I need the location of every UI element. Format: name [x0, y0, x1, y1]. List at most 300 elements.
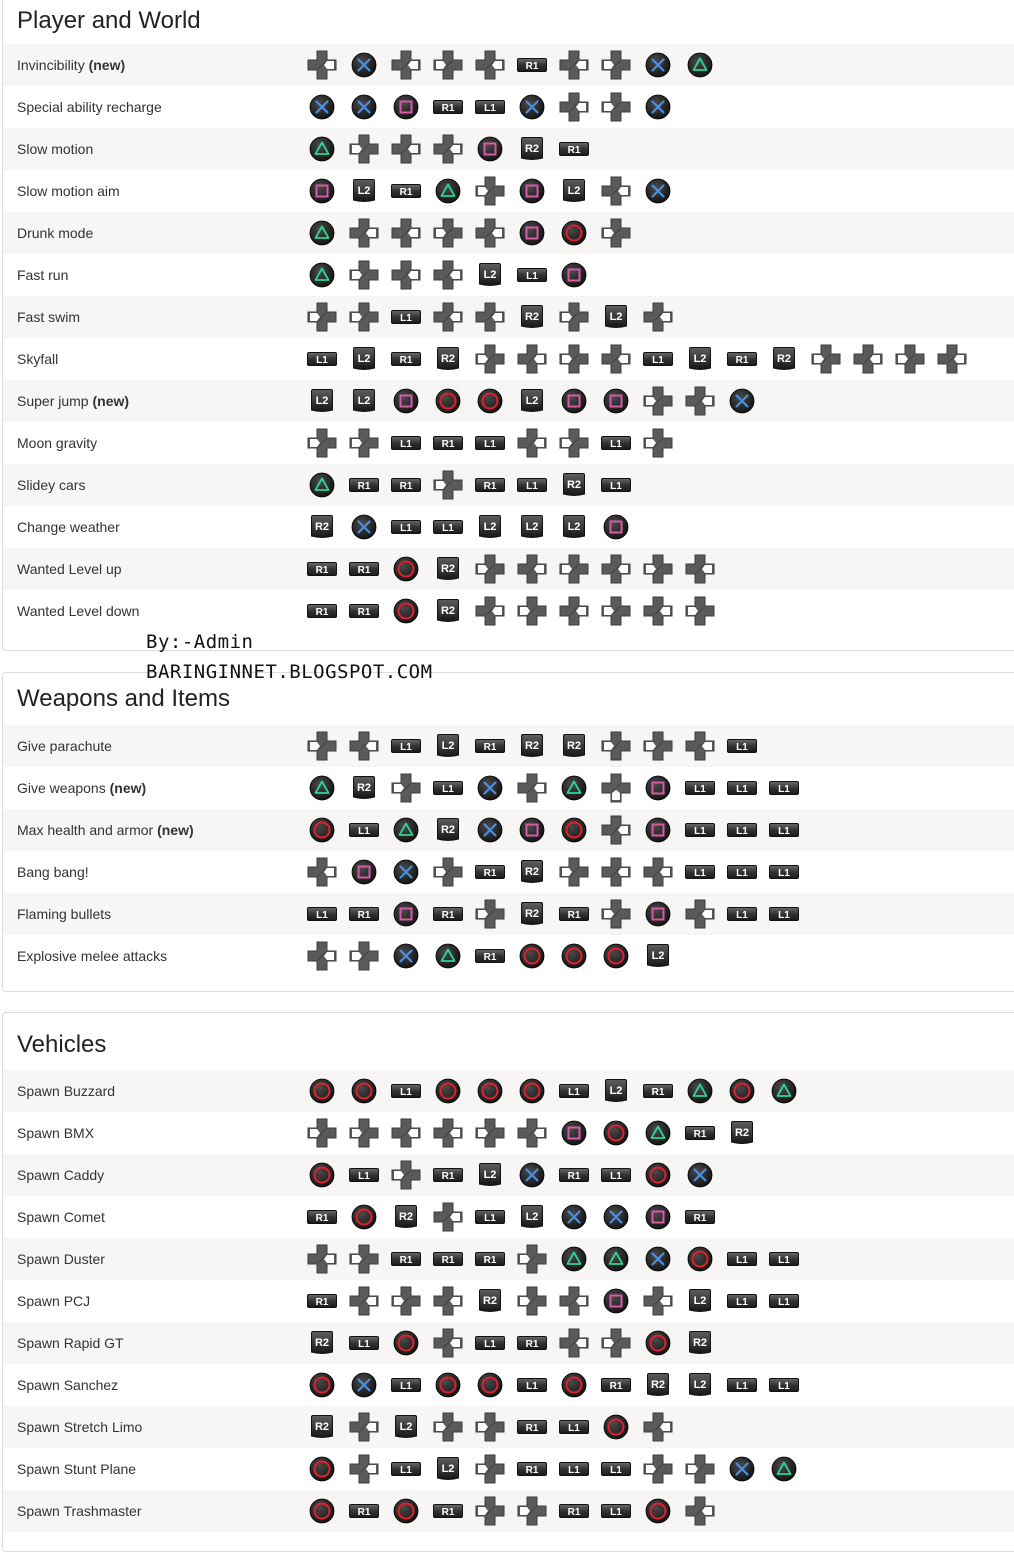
svg-text:L1: L1 — [442, 523, 454, 534]
button-sequence — [301, 725, 763, 767]
svg-text:R1: R1 — [693, 1213, 707, 1224]
r2-button-icon — [385, 1196, 427, 1238]
l1-button-icon — [469, 422, 511, 464]
circle-button-icon — [343, 1070, 385, 1112]
dpad-right-icon — [427, 1322, 469, 1364]
circle-button-icon — [301, 1448, 343, 1490]
svg-text:R1: R1 — [399, 355, 413, 366]
cross-button-icon — [511, 1154, 553, 1196]
dpad-right-icon — [553, 1280, 595, 1322]
circle-button-icon — [679, 1238, 721, 1280]
new-badge: (new) — [109, 780, 147, 796]
svg-text:L1: L1 — [736, 742, 748, 753]
svg-text:L1: L1 — [778, 868, 790, 879]
cheat-row — [3, 338, 1014, 380]
l1-button-icon — [595, 422, 637, 464]
svg-text:L1: L1 — [358, 1339, 370, 1350]
svg-text:L1: L1 — [778, 826, 790, 837]
cheat-name — [17, 590, 139, 632]
dpad-right-icon — [637, 590, 679, 632]
svg-text:R2: R2 — [440, 563, 456, 575]
cheat-name-text: Slow motion — [17, 141, 94, 157]
l1-button-icon — [385, 506, 427, 548]
cheat-row — [3, 1364, 1014, 1406]
cheat-row — [3, 1322, 1014, 1364]
r2-button-icon — [511, 893, 553, 935]
square-button-icon — [553, 1112, 595, 1154]
cheat-name — [17, 851, 89, 893]
circle-button-icon — [385, 548, 427, 590]
cross-button-icon — [343, 86, 385, 128]
r2-button-icon — [427, 809, 469, 851]
dpad-left-icon — [385, 767, 427, 809]
l2-button-icon — [595, 1070, 637, 1112]
dpad-right-icon — [469, 590, 511, 632]
cheat-name — [17, 338, 58, 380]
dpad-right-icon — [847, 338, 889, 380]
circle-button-icon — [301, 809, 343, 851]
cheat-name-text: Spawn BMX — [17, 1125, 95, 1141]
circle-button-icon — [637, 1490, 679, 1532]
svg-text:R2: R2 — [524, 866, 540, 878]
svg-text:L2: L2 — [693, 1379, 707, 1391]
l1-button-icon — [763, 851, 805, 893]
cross-button-icon — [595, 1196, 637, 1238]
l1-button-icon — [301, 338, 343, 380]
circle-button-icon — [553, 1364, 595, 1406]
r1-button-icon — [553, 1154, 595, 1196]
dpad-left-icon — [343, 254, 385, 296]
cheat-name — [17, 1448, 136, 1490]
dpad-left-icon — [889, 338, 931, 380]
button-sequence — [301, 1154, 721, 1196]
r1-button-icon — [679, 1112, 721, 1154]
r2-button-icon — [427, 548, 469, 590]
triangle-button-icon — [301, 464, 343, 506]
button-sequence — [301, 254, 595, 296]
cheat-row — [3, 254, 1014, 296]
svg-text:R1: R1 — [609, 1381, 623, 1392]
svg-text:L2: L2 — [441, 1463, 455, 1475]
cheat-name-text: Wanted Level down — [17, 603, 140, 619]
svg-text:L1: L1 — [400, 313, 412, 324]
cheat-name — [17, 422, 97, 464]
dpad-right-icon — [595, 170, 637, 212]
svg-text:R1: R1 — [567, 1507, 581, 1518]
l1-button-icon — [385, 725, 427, 767]
dpad-right-icon — [385, 44, 427, 86]
svg-text:R1: R1 — [357, 1507, 371, 1518]
cheat-name — [17, 380, 129, 422]
button-sequence — [301, 1196, 721, 1238]
button-sequence — [301, 338, 973, 380]
r1-button-icon — [469, 935, 511, 977]
cheat-name-text: Spawn Stretch Limo — [17, 1419, 143, 1435]
cheat-name-text: Special ability recharge — [17, 99, 162, 115]
dpad-left-icon — [511, 1238, 553, 1280]
dpad-left-icon — [679, 1448, 721, 1490]
triangle-button-icon — [301, 254, 343, 296]
svg-text:R1: R1 — [441, 1171, 455, 1182]
cheat-name — [17, 170, 120, 212]
square-button-icon — [637, 1196, 679, 1238]
dpad-right-icon — [679, 380, 721, 422]
dpad-right-icon — [637, 296, 679, 338]
svg-text:R1: R1 — [315, 1297, 329, 1308]
cross-button-icon — [679, 1154, 721, 1196]
r1-button-icon — [511, 44, 553, 86]
cheat-name-text: Spawn Comet — [17, 1209, 105, 1225]
svg-text:R1: R1 — [525, 61, 539, 72]
svg-text:L1: L1 — [400, 1381, 412, 1392]
l1-button-icon — [511, 1364, 553, 1406]
r1-button-icon — [511, 1406, 553, 1448]
svg-text:L1: L1 — [568, 1423, 580, 1434]
r1-button-icon — [553, 893, 595, 935]
svg-text:L2: L2 — [651, 950, 665, 962]
dpad-left-icon — [469, 1448, 511, 1490]
svg-text:R2: R2 — [398, 1211, 414, 1223]
dpad-right-icon — [343, 1280, 385, 1322]
dpad-right-icon — [931, 338, 973, 380]
cheat-name-text: Moon gravity — [17, 435, 98, 451]
svg-text:L2: L2 — [693, 353, 707, 365]
svg-text:R1: R1 — [483, 742, 497, 753]
svg-text:R2: R2 — [524, 908, 540, 920]
cross-button-icon — [553, 1196, 595, 1238]
triangle-button-icon — [553, 1238, 595, 1280]
square-button-icon — [385, 86, 427, 128]
cheat-name-text: Change weather — [17, 519, 120, 535]
cheat-name — [17, 893, 111, 935]
cheat-row — [3, 1238, 1014, 1280]
button-sequence — [301, 1112, 763, 1154]
button-sequence — [301, 128, 595, 170]
dpad-right-icon — [301, 44, 343, 86]
circle-button-icon — [469, 1364, 511, 1406]
dpad-left-icon — [637, 725, 679, 767]
dpad-left-icon — [301, 1112, 343, 1154]
cheat-name-text: Spawn PCJ — [17, 1293, 91, 1309]
square-button-icon — [637, 809, 679, 851]
circle-button-icon — [427, 380, 469, 422]
l1-button-icon — [469, 86, 511, 128]
r2-button-icon — [469, 1280, 511, 1322]
r1-button-icon — [427, 1238, 469, 1280]
r2-button-icon — [427, 590, 469, 632]
l1-button-icon — [637, 338, 679, 380]
r2-button-icon — [511, 851, 553, 893]
cross-button-icon — [385, 851, 427, 893]
cheat-row — [3, 1196, 1014, 1238]
cross-button-icon — [301, 86, 343, 128]
l1-button-icon — [679, 767, 721, 809]
dpad-right-icon — [343, 1406, 385, 1448]
r1-button-icon — [343, 548, 385, 590]
svg-text:L1: L1 — [568, 1087, 580, 1098]
svg-text:L1: L1 — [736, 826, 748, 837]
l1-button-icon — [721, 1364, 763, 1406]
dpad-left-icon — [343, 935, 385, 977]
svg-text:R1: R1 — [357, 565, 371, 576]
button-sequence — [301, 422, 679, 464]
dpad-right-icon — [469, 44, 511, 86]
svg-text:R1: R1 — [735, 355, 749, 366]
svg-text:L1: L1 — [736, 868, 748, 879]
circle-button-icon — [385, 1490, 427, 1532]
cheat-name — [17, 506, 120, 548]
dpad-right-icon — [427, 1196, 469, 1238]
svg-text:L2: L2 — [693, 1295, 707, 1307]
dpad-right-icon — [385, 212, 427, 254]
dpad-left-icon — [427, 851, 469, 893]
svg-text:L1: L1 — [526, 271, 538, 282]
cheat-row — [3, 170, 1014, 212]
svg-text:R1: R1 — [357, 607, 371, 618]
r2-button-icon — [637, 1364, 679, 1406]
circle-button-icon — [595, 1112, 637, 1154]
cheat-name — [17, 725, 112, 767]
svg-text:L1: L1 — [358, 826, 370, 837]
button-sequence — [301, 296, 679, 338]
r2-button-icon — [343, 767, 385, 809]
dpad-left-icon — [343, 296, 385, 338]
square-button-icon — [343, 851, 385, 893]
button-sequence — [301, 464, 637, 506]
cheat-name — [17, 128, 93, 170]
section-card-weapons-and-items — [2, 672, 1014, 992]
dpad-right-icon — [301, 935, 343, 977]
cross-button-icon — [343, 506, 385, 548]
dpad-right-icon — [679, 548, 721, 590]
dpad-right-icon — [469, 296, 511, 338]
svg-text:L1: L1 — [358, 1171, 370, 1182]
button-sequence — [301, 548, 721, 590]
cross-button-icon — [637, 170, 679, 212]
r1-button-icon — [343, 464, 385, 506]
svg-text:L2: L2 — [525, 521, 539, 533]
r2-button-icon — [511, 128, 553, 170]
svg-text:R1: R1 — [483, 1255, 497, 1266]
svg-text:R1: R1 — [357, 910, 371, 921]
cheat-name — [17, 1070, 115, 1112]
dpad-right-icon — [595, 548, 637, 590]
cheat-name-text: Invincibility — [17, 57, 85, 73]
l1-button-icon — [385, 1448, 427, 1490]
svg-text:R2: R2 — [440, 353, 456, 365]
r1-button-icon — [301, 1196, 343, 1238]
svg-text:L2: L2 — [357, 185, 371, 197]
r1-button-icon — [385, 464, 427, 506]
r1-button-icon — [343, 893, 385, 935]
svg-text:R2: R2 — [440, 824, 456, 836]
cheat-row — [3, 935, 1014, 977]
cheat-name-text: Spawn Caddy — [17, 1167, 105, 1183]
cheat-name — [17, 1280, 90, 1322]
l1-button-icon — [595, 1490, 637, 1532]
r1-button-icon — [721, 338, 763, 380]
square-button-icon — [595, 1280, 637, 1322]
r2-button-icon — [301, 1322, 343, 1364]
cheat-row — [3, 1154, 1014, 1196]
dpad-left-icon — [553, 338, 595, 380]
triangle-button-icon — [301, 212, 343, 254]
l2-button-icon — [343, 338, 385, 380]
svg-text:L2: L2 — [441, 740, 455, 752]
r1-button-icon — [553, 128, 595, 170]
circle-button-icon — [427, 1070, 469, 1112]
svg-text:L1: L1 — [442, 784, 454, 795]
l2-button-icon — [595, 296, 637, 338]
cross-button-icon — [721, 1448, 763, 1490]
r2-button-icon — [427, 338, 469, 380]
svg-text:L1: L1 — [610, 1507, 622, 1518]
dpad-right-icon — [511, 1112, 553, 1154]
dpad-left-icon — [595, 212, 637, 254]
dpad-left-icon — [427, 1406, 469, 1448]
cheat-row — [3, 893, 1014, 935]
svg-text:L1: L1 — [736, 784, 748, 795]
circle-button-icon — [301, 1490, 343, 1532]
svg-text:L2: L2 — [357, 353, 371, 365]
svg-text:R1: R1 — [567, 910, 581, 921]
cheat-row — [3, 422, 1014, 464]
dpad-right-icon — [553, 86, 595, 128]
svg-text:R2: R2 — [776, 353, 792, 365]
l1-button-icon — [721, 1280, 763, 1322]
cross-button-icon — [469, 809, 511, 851]
cheat-row — [3, 767, 1014, 809]
dpad-right-icon — [511, 767, 553, 809]
button-sequence — [301, 935, 679, 977]
svg-text:L1: L1 — [736, 1381, 748, 1392]
section-card-player-and-world — [2, 0, 1014, 651]
cross-button-icon — [721, 380, 763, 422]
svg-text:L2: L2 — [483, 269, 497, 281]
svg-text:R2: R2 — [566, 479, 582, 491]
l1-button-icon — [427, 506, 469, 548]
dpad-left-icon — [511, 590, 553, 632]
l1-button-icon — [763, 893, 805, 935]
svg-text:R1: R1 — [525, 1339, 539, 1350]
circle-button-icon — [553, 809, 595, 851]
circle-button-icon — [385, 1322, 427, 1364]
cheat-row — [3, 590, 1014, 632]
cheat-name-text: Wanted Level up — [17, 561, 122, 577]
square-button-icon — [385, 893, 427, 935]
dpad-left-icon — [595, 86, 637, 128]
dpad-left-icon — [301, 422, 343, 464]
r1-button-icon — [679, 1196, 721, 1238]
dpad-right-icon — [427, 254, 469, 296]
svg-text:R1: R1 — [399, 1255, 413, 1266]
square-button-icon — [511, 212, 553, 254]
r1-button-icon — [553, 1490, 595, 1532]
dpad-left-icon — [595, 590, 637, 632]
dpad-left-icon — [553, 422, 595, 464]
cheat-name — [17, 1112, 94, 1154]
r2-button-icon — [679, 1322, 721, 1364]
svg-text:R1: R1 — [567, 1171, 581, 1182]
circle-button-icon — [553, 935, 595, 977]
svg-text:L1: L1 — [610, 1171, 622, 1182]
dpad-left-icon — [469, 1490, 511, 1532]
cheat-name — [17, 809, 194, 851]
dpad-right-icon — [595, 809, 637, 851]
cheat-name-text: Spawn Stunt Plane — [17, 1461, 137, 1477]
svg-text:R1: R1 — [525, 1423, 539, 1434]
cheat-name — [17, 212, 93, 254]
cheat-row — [3, 725, 1014, 767]
svg-text:L1: L1 — [400, 1087, 412, 1098]
circle-button-icon — [427, 1364, 469, 1406]
l2-button-icon — [679, 1280, 721, 1322]
dpad-left-icon — [427, 44, 469, 86]
triangle-button-icon — [637, 1112, 679, 1154]
r1-button-icon — [385, 170, 427, 212]
svg-text:L1: L1 — [526, 1381, 538, 1392]
l1-button-icon — [721, 767, 763, 809]
svg-text:L2: L2 — [567, 521, 581, 533]
cheat-name-text: Slow motion aim — [17, 183, 120, 199]
dpad-left-icon — [805, 338, 847, 380]
r1-button-icon — [511, 1322, 553, 1364]
dpad-left-icon — [637, 1448, 679, 1490]
l1-button-icon — [721, 851, 763, 893]
l1-button-icon — [385, 1364, 427, 1406]
l2-button-icon — [679, 1364, 721, 1406]
dpad-right-icon — [427, 296, 469, 338]
cheat-name-text: Drunk mode — [17, 225, 94, 241]
square-button-icon — [637, 893, 679, 935]
button-sequence — [301, 1070, 805, 1112]
dpad-right-icon — [343, 725, 385, 767]
svg-text:R2: R2 — [440, 605, 456, 617]
dpad-left-icon — [637, 548, 679, 590]
dpad-right-icon — [637, 851, 679, 893]
cheat-name-text: Fast run — [17, 267, 69, 283]
svg-text:L1: L1 — [778, 910, 790, 921]
svg-text:L1: L1 — [484, 103, 496, 114]
l1-button-icon — [301, 893, 343, 935]
dpad-right-icon — [637, 1280, 679, 1322]
button-sequence — [301, 809, 805, 851]
cheat-name — [17, 464, 85, 506]
dpad-left-icon — [637, 380, 679, 422]
l1-button-icon — [553, 1448, 595, 1490]
cheat-row — [3, 506, 1014, 548]
svg-text:L2: L2 — [483, 1169, 497, 1181]
dpad-left-icon — [595, 1322, 637, 1364]
svg-text:R2: R2 — [524, 740, 540, 752]
triangle-button-icon — [385, 809, 427, 851]
button-sequence — [301, 767, 805, 809]
dpad-left-icon — [511, 1280, 553, 1322]
l1-button-icon — [721, 893, 763, 935]
dpad-left-icon — [595, 893, 637, 935]
cheat-name-text: Spawn Sanchez — [17, 1377, 119, 1393]
circle-button-icon — [721, 1070, 763, 1112]
square-button-icon — [595, 380, 637, 422]
dpad-right-icon — [385, 254, 427, 296]
cheat-name — [17, 1364, 118, 1406]
l1-button-icon — [553, 1406, 595, 1448]
button-sequence — [301, 86, 679, 128]
circle-button-icon — [301, 1364, 343, 1406]
svg-text:L1: L1 — [736, 1255, 748, 1266]
new-badge: (new) — [88, 57, 126, 73]
cheat-name-text: Fast swim — [17, 309, 80, 325]
